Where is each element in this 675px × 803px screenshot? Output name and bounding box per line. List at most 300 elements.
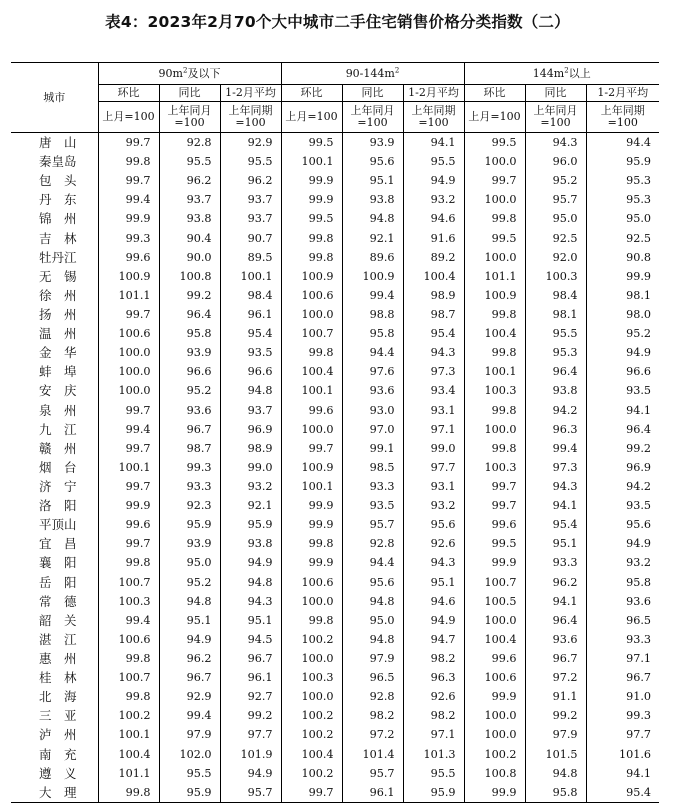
index-value-cell: 94.6 — [403, 592, 464, 611]
index-value-cell: 93.2 — [403, 496, 464, 515]
index-value-cell: 95.4 — [525, 515, 586, 534]
index-value-cell: 95.5 — [159, 152, 220, 171]
index-value-cell: 98.0 — [586, 305, 659, 324]
table-row — [11, 764, 659, 783]
index-value-cell: 92.1 — [342, 229, 403, 248]
index-value-cell: 101.3 — [403, 745, 464, 764]
city-name-cell: 襄 阳 — [39, 555, 77, 571]
index-value-cell: 100.6 — [281, 573, 342, 592]
index-value-cell: 96.2 — [159, 649, 220, 668]
base-header-text: 上年同期 =100 — [228, 104, 273, 129]
index-value-cell: 99.8 — [281, 343, 342, 362]
index-value-cell: 100.0 — [464, 706, 525, 725]
index-value-cell: 94.9 — [159, 630, 220, 649]
table-row — [11, 267, 659, 286]
index-value-cell: 99.4 — [98, 420, 159, 439]
base-header-cell — [159, 102, 220, 133]
index-value-cell: 93.9 — [159, 343, 220, 362]
index-value-cell: 100.0 — [281, 305, 342, 324]
table-row — [11, 573, 659, 592]
index-value-cell: 96.6 — [220, 362, 281, 381]
index-value-cell: 95.8 — [342, 324, 403, 343]
base-header-row — [11, 102, 659, 133]
table-header — [11, 63, 659, 133]
table-row — [11, 133, 659, 153]
index-value-cell: 94.8 — [525, 764, 586, 783]
table-row — [11, 477, 659, 496]
table-row — [11, 439, 659, 458]
index-value-cell: 89.2 — [403, 248, 464, 267]
index-value-cell: 100.2 — [281, 764, 342, 783]
group-header-small: $90m^2$及以下 — [98, 63, 281, 85]
index-value-cell: 99.9 — [98, 496, 159, 515]
index-value-cell: 93.3 — [159, 477, 220, 496]
index-value-cell: 94.9 — [403, 171, 464, 190]
index-value-cell: 91.1 — [525, 687, 586, 706]
table-row — [11, 401, 659, 420]
city-name-cell: 吉 林 — [39, 230, 77, 246]
index-value-cell: 99.6 — [98, 248, 159, 267]
index-value-cell: 97.1 — [403, 725, 464, 744]
index-value-cell: 99.4 — [525, 439, 586, 458]
index-value-cell: 92.6 — [403, 687, 464, 706]
index-value-cell: 100.4 — [98, 745, 159, 764]
index-value-cell: 98.9 — [220, 439, 281, 458]
index-value-cell: 98.7 — [403, 305, 464, 324]
index-value-cell: 94.3 — [403, 553, 464, 572]
index-value-cell: 93.7 — [220, 401, 281, 420]
index-value-cell: 92.5 — [586, 229, 659, 248]
index-value-cell: 93.2 — [403, 190, 464, 209]
index-value-cell: 99.4 — [98, 611, 159, 630]
table-row — [11, 534, 659, 553]
index-value-cell: 100.0 — [281, 649, 342, 668]
index-value-cell: 93.3 — [586, 630, 659, 649]
city-name-cell: 扬 州 — [39, 307, 77, 323]
sub-header-cell: 环比 — [464, 85, 525, 102]
index-value-cell: 98.1 — [586, 286, 659, 305]
index-value-cell: 101.5 — [525, 745, 586, 764]
table-row — [11, 248, 659, 267]
index-value-cell: 98.2 — [403, 706, 464, 725]
index-value-cell: 99.8 — [464, 209, 525, 228]
sub-header-cell: 1-2月平均 — [403, 85, 464, 102]
index-value-cell: 92.3 — [159, 496, 220, 515]
table-row — [11, 783, 659, 803]
index-value-cell: 98.7 — [159, 439, 220, 458]
index-value-cell: 100.8 — [464, 764, 525, 783]
index-value-cell: 94.4 — [586, 133, 659, 153]
table-row — [11, 190, 659, 209]
index-value-cell: 91.6 — [403, 229, 464, 248]
index-value-cell: 100.6 — [98, 324, 159, 343]
index-value-cell: 100.4 — [464, 324, 525, 343]
sub-header-row — [11, 85, 659, 102]
index-value-cell: 92.7 — [220, 687, 281, 706]
index-value-cell: 93.8 — [342, 190, 403, 209]
index-value-cell: 101.9 — [220, 745, 281, 764]
city-name-cell: 南 充 — [39, 746, 77, 762]
index-value-cell: 94.1 — [586, 764, 659, 783]
index-value-cell: 100.4 — [403, 267, 464, 286]
index-value-cell: 100.3 — [464, 458, 525, 477]
index-value-cell: 94.1 — [525, 496, 586, 515]
index-value-cell: 100.0 — [281, 592, 342, 611]
index-value-cell: 99.6 — [98, 515, 159, 534]
table-row — [11, 152, 659, 171]
index-value-cell: 100.3 — [281, 668, 342, 687]
index-value-cell: 100.1 — [464, 362, 525, 381]
table-row — [11, 209, 659, 228]
city-name-cell: 温 州 — [39, 326, 77, 342]
index-value-cell: 94.8 — [220, 381, 281, 400]
table-row — [11, 630, 659, 649]
index-value-cell: 100.0 — [98, 381, 159, 400]
index-value-cell: 100.1 — [220, 267, 281, 286]
table-row — [11, 229, 659, 248]
index-value-cell: 93.8 — [159, 209, 220, 228]
index-value-cell: 95.0 — [342, 611, 403, 630]
index-value-cell: 95.1 — [220, 611, 281, 630]
index-value-cell: 99.9 — [464, 553, 525, 572]
index-value-cell: 94.8 — [159, 592, 220, 611]
index-value-cell: 94.3 — [403, 343, 464, 362]
index-value-cell: 93.6 — [586, 592, 659, 611]
index-value-cell: 99.2 — [586, 439, 659, 458]
index-value-cell: 100.3 — [98, 592, 159, 611]
index-value-cell: 93.3 — [342, 477, 403, 496]
base-header-cell — [281, 102, 342, 133]
group-header-large: $144m^2$以上 — [464, 63, 659, 85]
index-value-cell: 94.9 — [220, 764, 281, 783]
index-value-cell: 95.2 — [159, 381, 220, 400]
index-value-cell: 95.5 — [525, 324, 586, 343]
index-value-cell: 95.2 — [159, 573, 220, 592]
city-name-cell: 烟 台 — [39, 459, 77, 475]
index-value-cell: 93.1 — [403, 401, 464, 420]
index-value-cell: 99.0 — [403, 439, 464, 458]
city-name-cell: 锦 州 — [39, 211, 77, 227]
index-value-cell: 99.2 — [525, 706, 586, 725]
index-value-cell: 95.9 — [159, 783, 220, 803]
index-value-cell: 100.0 — [464, 725, 525, 744]
index-value-cell: 95.6 — [586, 515, 659, 534]
index-value-cell: 99.1 — [342, 439, 403, 458]
table-row — [11, 420, 659, 439]
index-value-cell: 100.6 — [464, 668, 525, 687]
index-value-cell: 96.4 — [159, 305, 220, 324]
index-value-cell: 98.9 — [403, 286, 464, 305]
index-value-cell: 99.9 — [281, 553, 342, 572]
index-value-cell: 95.1 — [342, 171, 403, 190]
index-value-cell: 92.8 — [159, 133, 220, 153]
index-value-cell: 95.0 — [525, 209, 586, 228]
index-value-cell: 95.2 — [586, 324, 659, 343]
city-column-header: 城市 — [11, 63, 98, 133]
index-value-cell: 96.4 — [525, 611, 586, 630]
index-value-cell: 92.6 — [403, 534, 464, 553]
price-index-table — [11, 62, 659, 803]
index-value-cell: 93.9 — [159, 534, 220, 553]
city-name-cell: 蚌 埠 — [39, 364, 77, 380]
index-value-cell: 93.2 — [586, 553, 659, 572]
index-value-cell: 99.7 — [98, 534, 159, 553]
index-value-cell: 99.5 — [464, 229, 525, 248]
index-value-cell: 96.6 — [159, 362, 220, 381]
sub-header-cell: 同比 — [342, 85, 403, 102]
index-value-cell: 99.9 — [281, 171, 342, 190]
index-value-cell: 96.7 — [220, 649, 281, 668]
table-row — [11, 305, 659, 324]
index-value-cell: 95.7 — [342, 764, 403, 783]
base-header-cell — [525, 102, 586, 133]
index-value-cell: 97.2 — [525, 668, 586, 687]
city-name-cell: 遵 义 — [39, 765, 77, 781]
base-header-text: 上年同月 =100 — [350, 104, 395, 129]
index-value-cell: 97.2 — [342, 725, 403, 744]
index-value-cell: 94.5 — [220, 630, 281, 649]
index-value-cell: 101.1 — [98, 286, 159, 305]
index-value-cell: 99.8 — [98, 649, 159, 668]
index-value-cell: 99.7 — [98, 171, 159, 190]
index-value-cell: 99.7 — [98, 477, 159, 496]
index-value-cell: 100.2 — [281, 630, 342, 649]
index-value-cell: 100.1 — [281, 152, 342, 171]
index-value-cell: 96.4 — [586, 420, 659, 439]
table-row — [11, 725, 659, 744]
index-value-cell: 100.2 — [281, 725, 342, 744]
index-value-cell: 96.1 — [342, 783, 403, 803]
index-value-cell: 99.0 — [220, 458, 281, 477]
index-value-cell: 100.4 — [281, 362, 342, 381]
index-value-cell: 100.3 — [525, 267, 586, 286]
index-value-cell: 95.6 — [342, 152, 403, 171]
index-value-cell: 95.7 — [525, 190, 586, 209]
city-name-cell: 徐 州 — [39, 287, 77, 303]
index-value-cell: 99.9 — [281, 190, 342, 209]
index-value-cell: 99.7 — [98, 305, 159, 324]
index-value-cell: 96.2 — [220, 171, 281, 190]
index-value-cell: 89.6 — [342, 248, 403, 267]
index-value-cell: 99.7 — [98, 439, 159, 458]
index-value-cell: 94.8 — [342, 209, 403, 228]
index-value-cell: 100.3 — [464, 381, 525, 400]
index-value-cell: 94.9 — [586, 534, 659, 553]
index-value-cell: 96.6 — [586, 362, 659, 381]
index-value-cell: 97.1 — [586, 649, 659, 668]
index-value-cell: 99.6 — [281, 401, 342, 420]
index-value-cell: 99.9 — [98, 209, 159, 228]
index-value-cell: 96.2 — [525, 573, 586, 592]
index-value-cell: 98.2 — [342, 706, 403, 725]
index-value-cell: 100.7 — [281, 324, 342, 343]
index-value-cell: 97.9 — [525, 725, 586, 744]
index-value-cell: 95.3 — [586, 190, 659, 209]
index-value-cell: 97.9 — [342, 649, 403, 668]
table-row — [11, 515, 659, 534]
base-header-cell — [586, 102, 659, 133]
index-value-cell: 99.8 — [98, 687, 159, 706]
base-header-text: 上月=100 — [285, 110, 338, 123]
index-value-cell: 100.4 — [464, 630, 525, 649]
index-value-cell: 99.5 — [281, 209, 342, 228]
index-value-cell: 101.1 — [98, 764, 159, 783]
index-value-cell: 99.6 — [464, 649, 525, 668]
table-row — [11, 706, 659, 725]
city-name-cell: 秦皇岛 — [39, 154, 77, 170]
index-value-cell: 92.5 — [525, 229, 586, 248]
index-value-cell: 95.8 — [586, 573, 659, 592]
base-header-cell — [98, 102, 159, 133]
index-value-cell: 96.9 — [586, 458, 659, 477]
index-value-cell: 95.9 — [403, 783, 464, 803]
table-row — [11, 381, 659, 400]
index-value-cell: 92.9 — [159, 687, 220, 706]
index-value-cell: 100.9 — [98, 267, 159, 286]
index-value-cell: 95.1 — [403, 573, 464, 592]
table-row — [11, 324, 659, 343]
sub-header-cell: 同比 — [159, 85, 220, 102]
city-name-cell: 岳 阳 — [39, 574, 77, 590]
table-row — [11, 171, 659, 190]
index-value-cell: 102.0 — [159, 745, 220, 764]
index-value-cell: 92.8 — [342, 534, 403, 553]
index-value-cell: 95.4 — [403, 324, 464, 343]
index-value-cell: 95.0 — [586, 209, 659, 228]
base-header-text: 上月=100 — [468, 110, 521, 123]
index-value-cell: 89.5 — [220, 248, 281, 267]
index-value-cell: 99.8 — [281, 534, 342, 553]
index-value-cell: 96.7 — [586, 668, 659, 687]
index-value-cell: 95.5 — [403, 764, 464, 783]
index-value-cell: 93.6 — [342, 381, 403, 400]
table-row — [11, 553, 659, 572]
index-value-cell: 95.9 — [586, 152, 659, 171]
index-value-cell: 94.9 — [403, 611, 464, 630]
index-value-cell: 93.2 — [220, 477, 281, 496]
index-value-cell: 98.5 — [342, 458, 403, 477]
index-value-cell: 95.6 — [403, 515, 464, 534]
city-name-cell: 韶 关 — [39, 612, 77, 628]
index-value-cell: 95.1 — [159, 611, 220, 630]
city-name-cell: 北 海 — [39, 689, 77, 705]
index-value-cell: 98.4 — [220, 286, 281, 305]
index-value-cell: 100.9 — [342, 267, 403, 286]
index-value-cell: 99.8 — [464, 343, 525, 362]
sub-header-cell: 同比 — [525, 85, 586, 102]
city-name-cell: 桂 林 — [39, 670, 77, 686]
city-name-cell: 平顶山 — [39, 517, 77, 533]
index-value-cell: 100.5 — [464, 592, 525, 611]
table-row — [11, 687, 659, 706]
index-value-cell: 95.9 — [220, 515, 281, 534]
index-value-cell: 99.4 — [342, 286, 403, 305]
index-value-cell: 99.8 — [281, 611, 342, 630]
table-row — [11, 343, 659, 362]
index-value-cell: 97.6 — [342, 362, 403, 381]
index-value-cell: 99.5 — [464, 534, 525, 553]
index-value-cell: 99.7 — [281, 783, 342, 803]
index-value-cell: 99.6 — [464, 515, 525, 534]
sub-header-cell: 环比 — [281, 85, 342, 102]
city-name-cell: 无 锡 — [39, 268, 77, 284]
index-value-cell: 100.0 — [464, 190, 525, 209]
city-name-cell: 洛 阳 — [39, 498, 77, 514]
index-value-cell: 95.0 — [159, 553, 220, 572]
index-value-cell: 99.8 — [98, 783, 159, 803]
index-value-cell: 95.5 — [159, 764, 220, 783]
city-name-cell: 九 江 — [39, 421, 77, 437]
index-value-cell: 96.9 — [220, 420, 281, 439]
index-value-cell: 97.1 — [403, 420, 464, 439]
index-value-cell: 93.7 — [159, 190, 220, 209]
index-value-cell: 92.0 — [525, 248, 586, 267]
index-value-cell: 95.8 — [525, 783, 586, 803]
index-value-cell: 100.9 — [281, 458, 342, 477]
index-value-cell: 100.7 — [98, 668, 159, 687]
index-value-cell: 100.0 — [464, 152, 525, 171]
city-name-cell: 三 亚 — [39, 708, 77, 724]
index-value-cell: 94.2 — [586, 477, 659, 496]
index-value-cell: 95.5 — [220, 152, 281, 171]
index-value-cell: 94.1 — [586, 401, 659, 420]
index-value-cell: 92.9 — [220, 133, 281, 153]
index-value-cell: 99.9 — [586, 267, 659, 286]
index-value-cell: 99.9 — [281, 496, 342, 515]
index-value-cell: 93.8 — [525, 381, 586, 400]
index-value-cell: 94.4 — [342, 553, 403, 572]
index-value-cell: 100.8 — [159, 267, 220, 286]
index-value-cell: 99.5 — [464, 133, 525, 153]
index-value-cell: 94.6 — [403, 209, 464, 228]
city-name-cell: 湛 江 — [39, 631, 77, 647]
index-value-cell: 100.7 — [464, 573, 525, 592]
city-name-cell: 丹 东 — [39, 192, 77, 208]
index-value-cell: 99.7 — [281, 439, 342, 458]
index-value-cell: 94.8 — [342, 592, 403, 611]
index-value-cell: 97.7 — [220, 725, 281, 744]
index-value-cell: 94.7 — [403, 630, 464, 649]
index-value-cell: 94.2 — [525, 401, 586, 420]
index-value-cell: 99.8 — [464, 439, 525, 458]
city-name-cell: 牡丹江 — [39, 249, 77, 265]
city-name-cell: 常 德 — [39, 593, 77, 609]
base-header-cell — [464, 102, 525, 133]
sub-header-cell: 1-2月平均 — [586, 85, 659, 102]
city-name-cell: 唐 山 — [39, 135, 77, 151]
index-value-cell: 93.7 — [220, 190, 281, 209]
index-value-cell: 94.1 — [403, 133, 464, 153]
index-value-cell: 97.7 — [586, 725, 659, 744]
index-value-cell: 94.1 — [525, 592, 586, 611]
index-value-cell: 100.0 — [281, 420, 342, 439]
index-value-cell: 94.9 — [220, 553, 281, 572]
city-name-cell: 金 华 — [39, 345, 77, 361]
index-value-cell: 99.7 — [464, 477, 525, 496]
index-value-cell: 96.7 — [159, 668, 220, 687]
index-value-cell: 94.8 — [220, 573, 281, 592]
index-value-cell: 99.9 — [281, 515, 342, 534]
index-value-cell: 99.9 — [464, 687, 525, 706]
index-value-cell: 96.3 — [525, 420, 586, 439]
index-value-cell: 95.3 — [586, 171, 659, 190]
index-value-cell: 100.2 — [98, 706, 159, 725]
table-row — [11, 458, 659, 477]
sub-header-cell: 环比 — [98, 85, 159, 102]
index-value-cell: 96.7 — [159, 420, 220, 439]
index-value-cell: 96.3 — [403, 668, 464, 687]
base-header-cell — [403, 102, 464, 133]
